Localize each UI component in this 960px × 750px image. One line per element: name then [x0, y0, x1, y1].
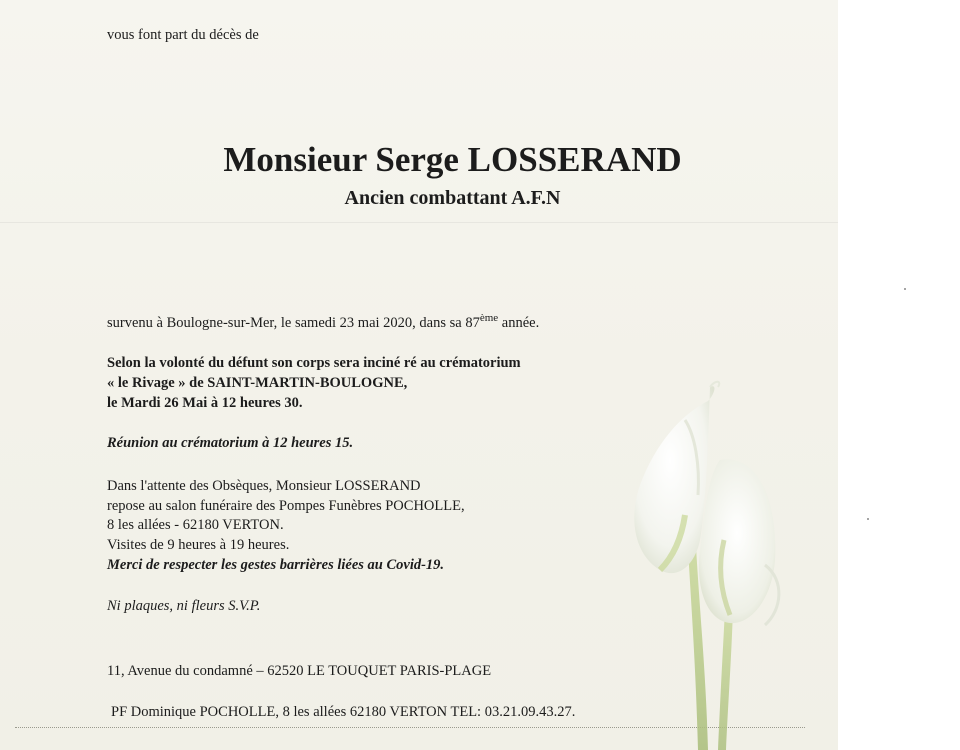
deceased-title: Ancien combattant A.F.N	[344, 187, 561, 209]
visitation-line-4: Visites de 9 heures à 19 heures.	[107, 537, 290, 553]
funeral-home-footer: PF Dominique POCHOLLE, 8 les allées 62180 VERTON TEL: 03.21.09.43.27.	[111, 704, 576, 720]
ceremony-line-1: Selon la volonté du défunt son corps sera inciné ré au crématorium	[107, 355, 521, 371]
paper-fold-line	[0, 222, 838, 223]
ceremony-line-2: « le Rivage » de SAINT-MARTIN-BOULOGNE,	[107, 375, 408, 391]
family-address: 11, Avenue du condamné – 62520 LE TOUQUET PARIS-PLAGE	[107, 663, 492, 679]
visitation-line-3: 8 les allées - 62180 VERTON.	[107, 517, 284, 533]
calla-lily-illustration	[600, 375, 800, 750]
visitation-line-1: Dans l'attente des Obsèques, Monsieur LOSSERAND	[107, 478, 421, 494]
death-notice	[107, 314, 539, 332]
covid-notice: Merci de respecter les gestes barrières liées au Covid-19.	[107, 557, 445, 573]
scan-speck	[904, 288, 906, 290]
death-notice-end: année.	[501, 315, 540, 331]
no-flowers-text: Ni plaques, ni fleurs S.V.P.	[107, 598, 261, 614]
visitation-line-2: repose au salon funéraire des Pompes Funèbres POCHOLLE,	[107, 498, 465, 514]
death-notice-text: survenu à Boulogne-sur-Mer, le samedi 23 mai 2020, dans sa 87	[107, 315, 480, 331]
ceremony-line-3: le Mardi 26 Mai à 12 heures 30.	[107, 395, 303, 411]
death-notice-ordinal: ème	[479, 312, 499, 324]
scan-speck	[867, 518, 869, 520]
intro-text: vous font part du décès de	[107, 27, 259, 43]
deceased-name: Monsieur Serge LOSSERAND	[223, 140, 682, 179]
reunion-text: Réunion au crématorium à 12 heures 15.	[107, 435, 354, 451]
